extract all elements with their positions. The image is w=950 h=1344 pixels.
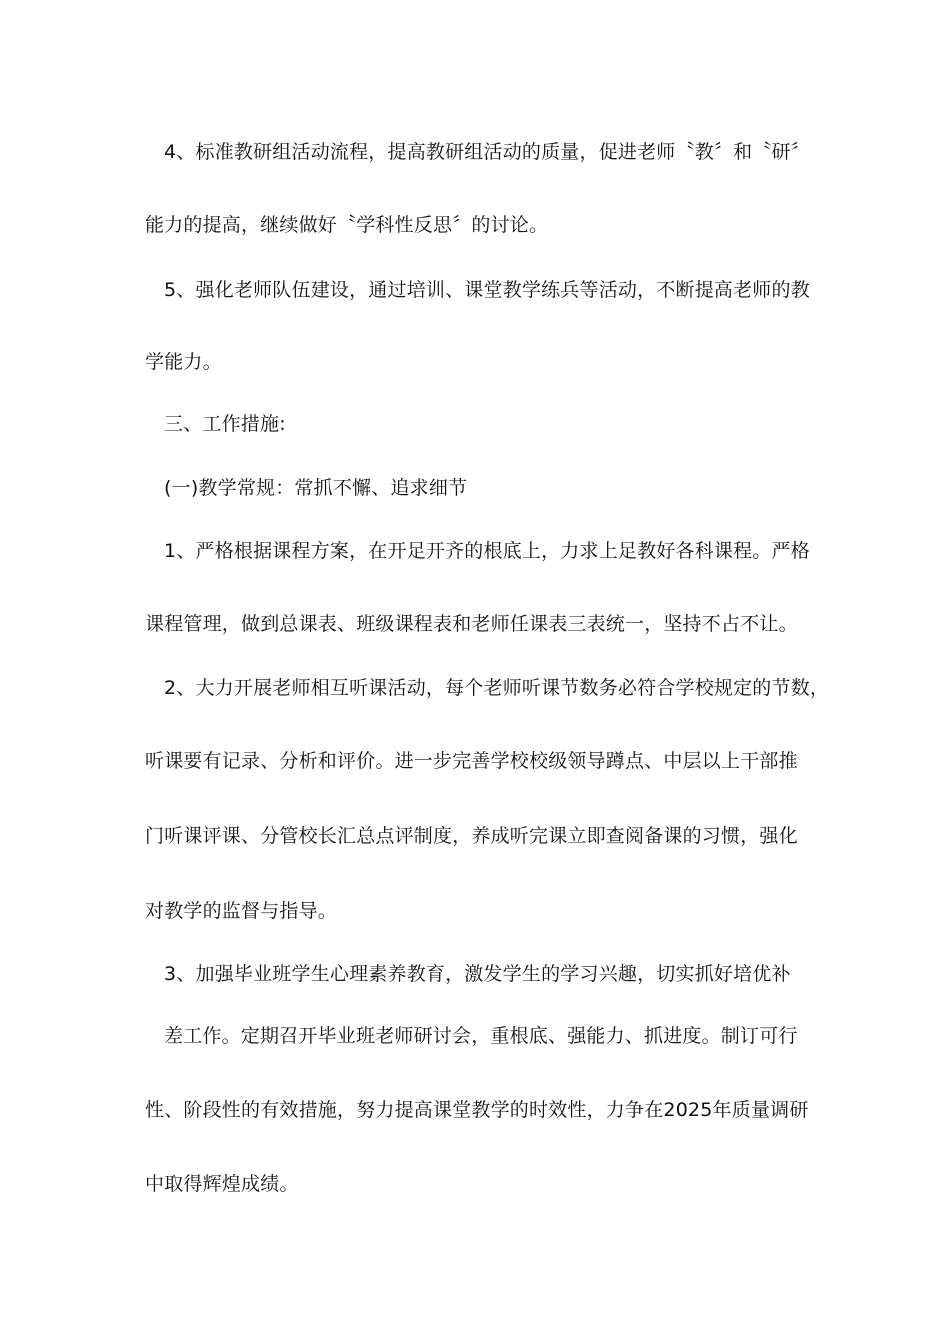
paragraph-5-line-1: 5、强化老师队伍建设，通过培训、课堂教学练兵等活动，不断提高老师的教 <box>164 279 810 301</box>
measure-3-line-1: 3、加强毕业班学生心理素养教育，激发学生的学习兴趣，切实抓好培优补 <box>164 963 791 985</box>
paragraph-4-line-2: 能力的提高，继续做好〝学科性反思〞的讨论。 <box>145 214 549 236</box>
section-heading-measures: 三、工作措施: <box>164 413 286 435</box>
measure-2-line-3: 门听课评课、分管校长汇总点评制度，养成听完课立即查阅备课的习惯，强化 <box>145 825 798 847</box>
measure-1-line-2: 课程管理，做到总课表、班级课程表和老师任课表三表统一，坚持不占不让。 <box>145 613 798 635</box>
measure-2-line-4: 对教学的监督与指导。 <box>145 900 338 922</box>
measure-3-line-3: 性、阶段性的有效措施，努力提高课堂教学的时效性，力争在2025年质量调研 <box>145 1099 809 1121</box>
measure-3-line-4: 中取得辉煌成绩。 <box>145 1173 299 1195</box>
measure-2-line-1: 2、大力开展老师相互听课活动，每个老师听课节数务必符合学校规定的节数， <box>164 677 830 699</box>
measure-2-line-2: 听课要有记录、分析和评价。进一步完善学校校级领导蹲点、中层以上干部推 <box>145 750 798 772</box>
paragraph-4-line-1: 4、标准教研组活动流程，提高教研组活动的质量，促进老师〝教〞和〝研〞 <box>164 141 810 163</box>
measure-1-line-1: 1、严格根据课程方案，在开足开齐的根底上，力求上足教好各科课程。严格 <box>164 540 810 562</box>
measure-3-line-2: 差工作。定期召开毕业班老师研讨会，重根底、强能力、抓进度。制订可行 <box>164 1025 798 1047</box>
subsection-heading-teaching-routine: (一)教学常规：常抓不懈、追求细节 <box>164 477 468 499</box>
paragraph-5-line-2: 学能力。 <box>145 351 222 373</box>
